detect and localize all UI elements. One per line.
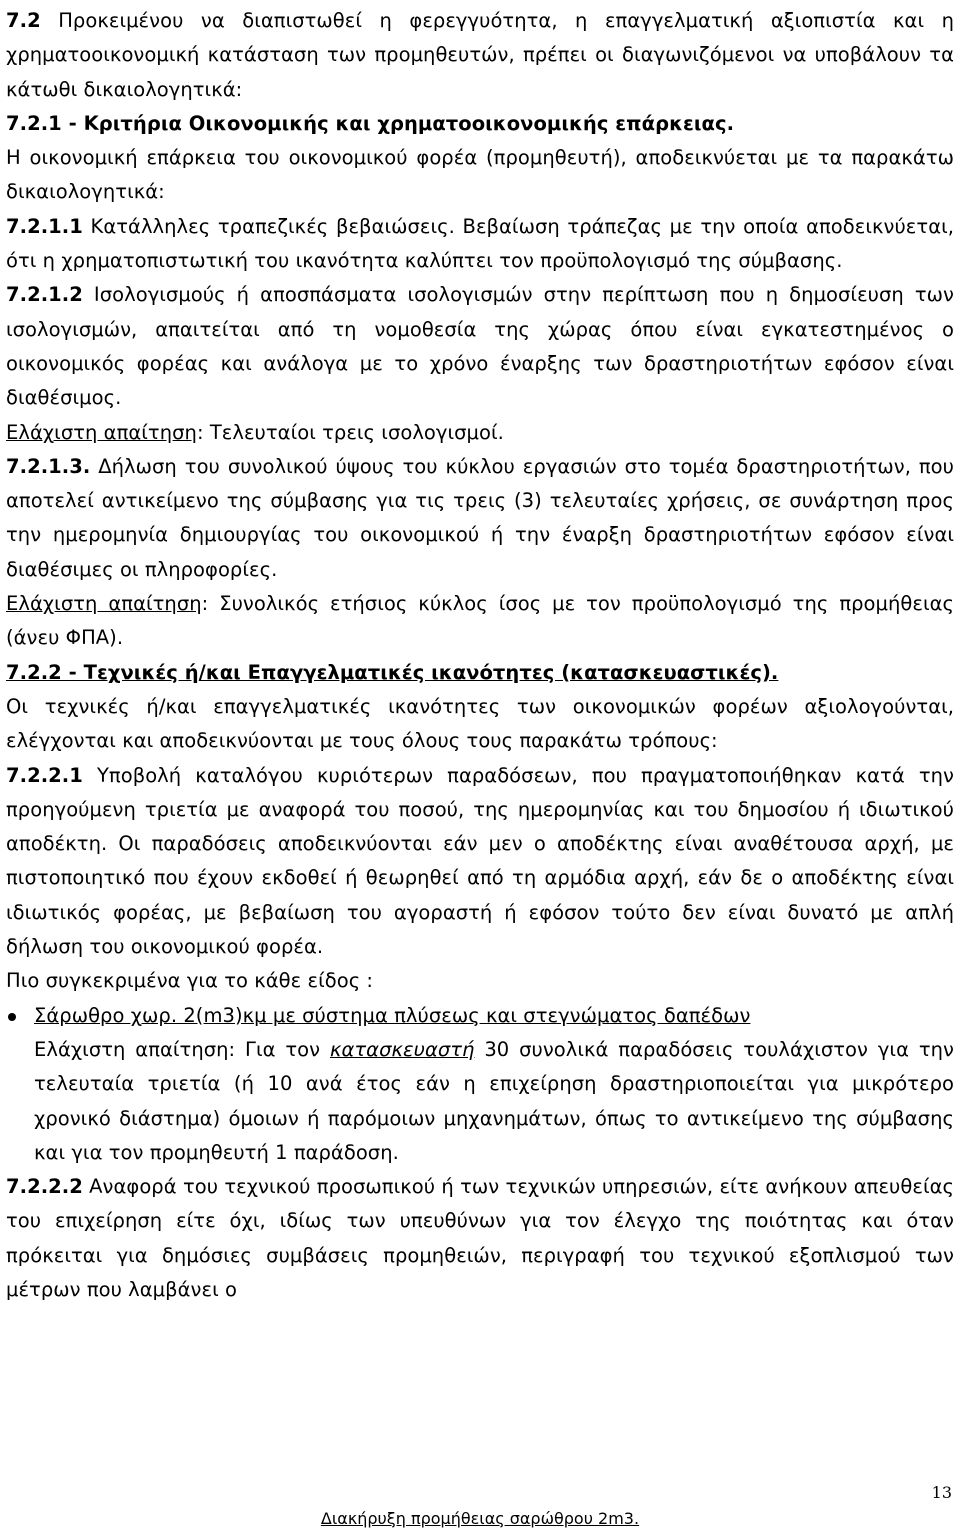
- paragraph-specific: Πιο συγκεκριμένα για το κάθε είδος :: [6, 969, 374, 993]
- paragraph-7-2: [6, 4, 954, 107]
- footer-title: Διακήρυξη προμήθειας σαρώθρου 2m3.: [320, 1509, 640, 1528]
- paragraph-7-2-2-2: [6, 1170, 954, 1307]
- bullet-item-title: Σάρωθρο χωρ. 2(m3)κμ με σύστημα πλύσεως και στεγνώματος δαπέδων: [34, 1003, 751, 1027]
- paragraph-7-2-1-3: [6, 450, 954, 587]
- minimum-requirement-text: : Συνολικός ετήσιος κύκλος ίσος με τον προϋπολογισμό της προμήθειας (άνευ ΦΠΑ).: [6, 592, 954, 650]
- section-number-7-2-1-2: 7.2.1.2: [6, 283, 83, 307]
- minimum-requirement-2: [6, 587, 954, 656]
- paragraph-7-2-1-2-text: Ισολογισμούς ή αποσπάσματα ισολογισμών στην περίπτωση που η δημοσίευση των ισολογισμών, απαιτείται από τη νομοθεσία της χώρας όπου είναι εγκατεστημένος ο οικονομικός φορέας και ανάλογα με το χρόνο έναρξης των δραστηριοτήτων εφόσον είναι διαθέσιμος.: [6, 283, 954, 410]
- bullet-requirement-text: 30 συνολικά παραδόσεις τουλάχιστον για την τελευταία τριετία (ή 10 ανά έτος εάν η επιχείρηση δραστηριοποιείται για μικρότερο χρονικό διάστημα) όμοιων ή παρόμοιων μηχανημάτων, όπως το αντικείμενο της σύμβασης και για τον προμηθευτή 1 παράδοση.: [34, 1037, 954, 1164]
- bullet-item-requirement: [34, 1033, 954, 1170]
- bullet-item-sweeper: [6, 999, 954, 1170]
- document-body: [6, 4, 954, 1307]
- section-number-7-2: 7.2: [6, 9, 41, 32]
- minimum-requirement-text: : Τελευταίοι τρεις ισολογισμοί.: [196, 420, 504, 444]
- paragraph-7-2-1-3-text: Δήλωση του συνολικού ύψους του κύκλου εργασιών στο τομέα δραστηριοτήτων, που αποτελεί αντικείμενο της σύμβασης για τις τρεις (3) τελευταίες χρήσεις, σε συνάρτηση προς την ημερομηνία δημιουργίας του οικονομικού ή την έναρξη δραστηριοτήτων εφόσον είναι διαθέσιμες οι πληροφορίες.: [6, 454, 954, 581]
- paragraph-7-2-2-1-text: Υποβολή καταλόγου κυριότερων παραδόσεων, που πραγματοποιήθηκαν κατά την προηγούμενη τριετία με αναφορά του ποσού, της ημερομηνίας και του δημοσίου ή ιδιωτικού αποδέκτη. Οι παραδόσεις αποδεικνύονται εάν μεν ο αποδέκτης είναι αναθέτουσα αρχή, με πιστοποιητικό που έχουν εκδοθεί ή θεωρηθεί από τη αρμόδια αρχή, εάν δε ο αποδέκτης είναι ιδιωτικός φορέας, με βεβαίωση του αγοραστή ή εφόσον τούτο δεν είναι δυνατό με απλή δήλωση του οικονομικού φορέα.: [6, 763, 954, 959]
- section-number-7-2-1-3: 7.2.1.3.: [6, 454, 91, 478]
- page-footer: [0, 1508, 960, 1530]
- minimum-requirement-label: Ελάχιστη απαίτηση: [6, 592, 202, 616]
- paragraph-7-2-1-1: [6, 210, 954, 279]
- bullet-requirement-prefix: Ελάχιστη απαίτηση: Για τον: [34, 1037, 330, 1061]
- section-number-7-2-2-2: 7.2.2.2: [6, 1175, 83, 1199]
- paragraph-7-2-1-1-text: Κατάλληλες τραπεζικές βεβαιώσεις. Βεβαίωση τράπεζας με την οποία αποδεικνύεται, ότι η χρηματοπιστωτική του ικανότητα καλύπτει τον προϋπολογισμό της σύμβασης.: [6, 214, 954, 273]
- heading-7-2-2: 7.2.2 - Τεχνικές ή/και Επαγγελματικές ικανότητες (κατασκευαστικές).: [6, 660, 779, 684]
- page-number: 13: [931, 1483, 952, 1502]
- bullet-requirement-manufacturer: κατασκευαστή: [329, 1037, 475, 1061]
- paragraph-7-2-1-2: [6, 278, 954, 415]
- section-number-7-2-1-1: 7.2.1.1: [6, 214, 83, 238]
- bullet-icon: [8, 1013, 16, 1021]
- paragraph-7-2-text: Προκειμένου να διαπιστωθεί η φερεγγυότητα, η επαγγελματική αξιοπιστία και η χρηματοοικονομική κατάσταση των προμηθευτών, πρέπει οι διαγωνιζόμενοι να υποβάλουν τα κάτωθι δικαιολογητικά:: [6, 9, 954, 101]
- paragraph-7-2-1: Η οικονομική επάρκεια του οικονομικού φορέα (προμηθευτή), αποδεικνύεται με τα παρακάτω δικαιολογητικά:: [6, 146, 954, 204]
- paragraph-7-2-2-2-text: Αναφορά του τεχνικού προσωπικού ή των τεχνικών υπηρεσιών, είτε ανήκουν απευθείας του επιχείρηση είτε όχι, ιδίως των υπευθύνων για τον έλεγχο της ποιότητας και όταν πρόκειται για δημόσιες συμβάσεις προμηθειών, περιγραφή του τεχνικού εξοπλισμού των μέτρων που λαμβάνει ο: [6, 1175, 954, 1301]
- heading-7-2-1: 7.2.1 - Κριτήρια Οικονομικής και χρηματοοικονομικής επάρκειας.: [6, 111, 735, 135]
- paragraph-7-2-2-1: [6, 759, 954, 965]
- section-number-7-2-2-1: 7.2.2.1: [6, 763, 83, 787]
- minimum-requirement-label: Ελάχιστη απαίτηση: [6, 420, 197, 444]
- minimum-requirement-1: [6, 416, 954, 450]
- paragraph-7-2-2: Οι τεχνικές ή/και επαγγελματικές ικανότητες των οικονομικών φορέων αξιολογούνται, ελέγχονται και αποδεικνύονται με τους όλους τους παρακάτω τρόπους:: [6, 694, 954, 753]
